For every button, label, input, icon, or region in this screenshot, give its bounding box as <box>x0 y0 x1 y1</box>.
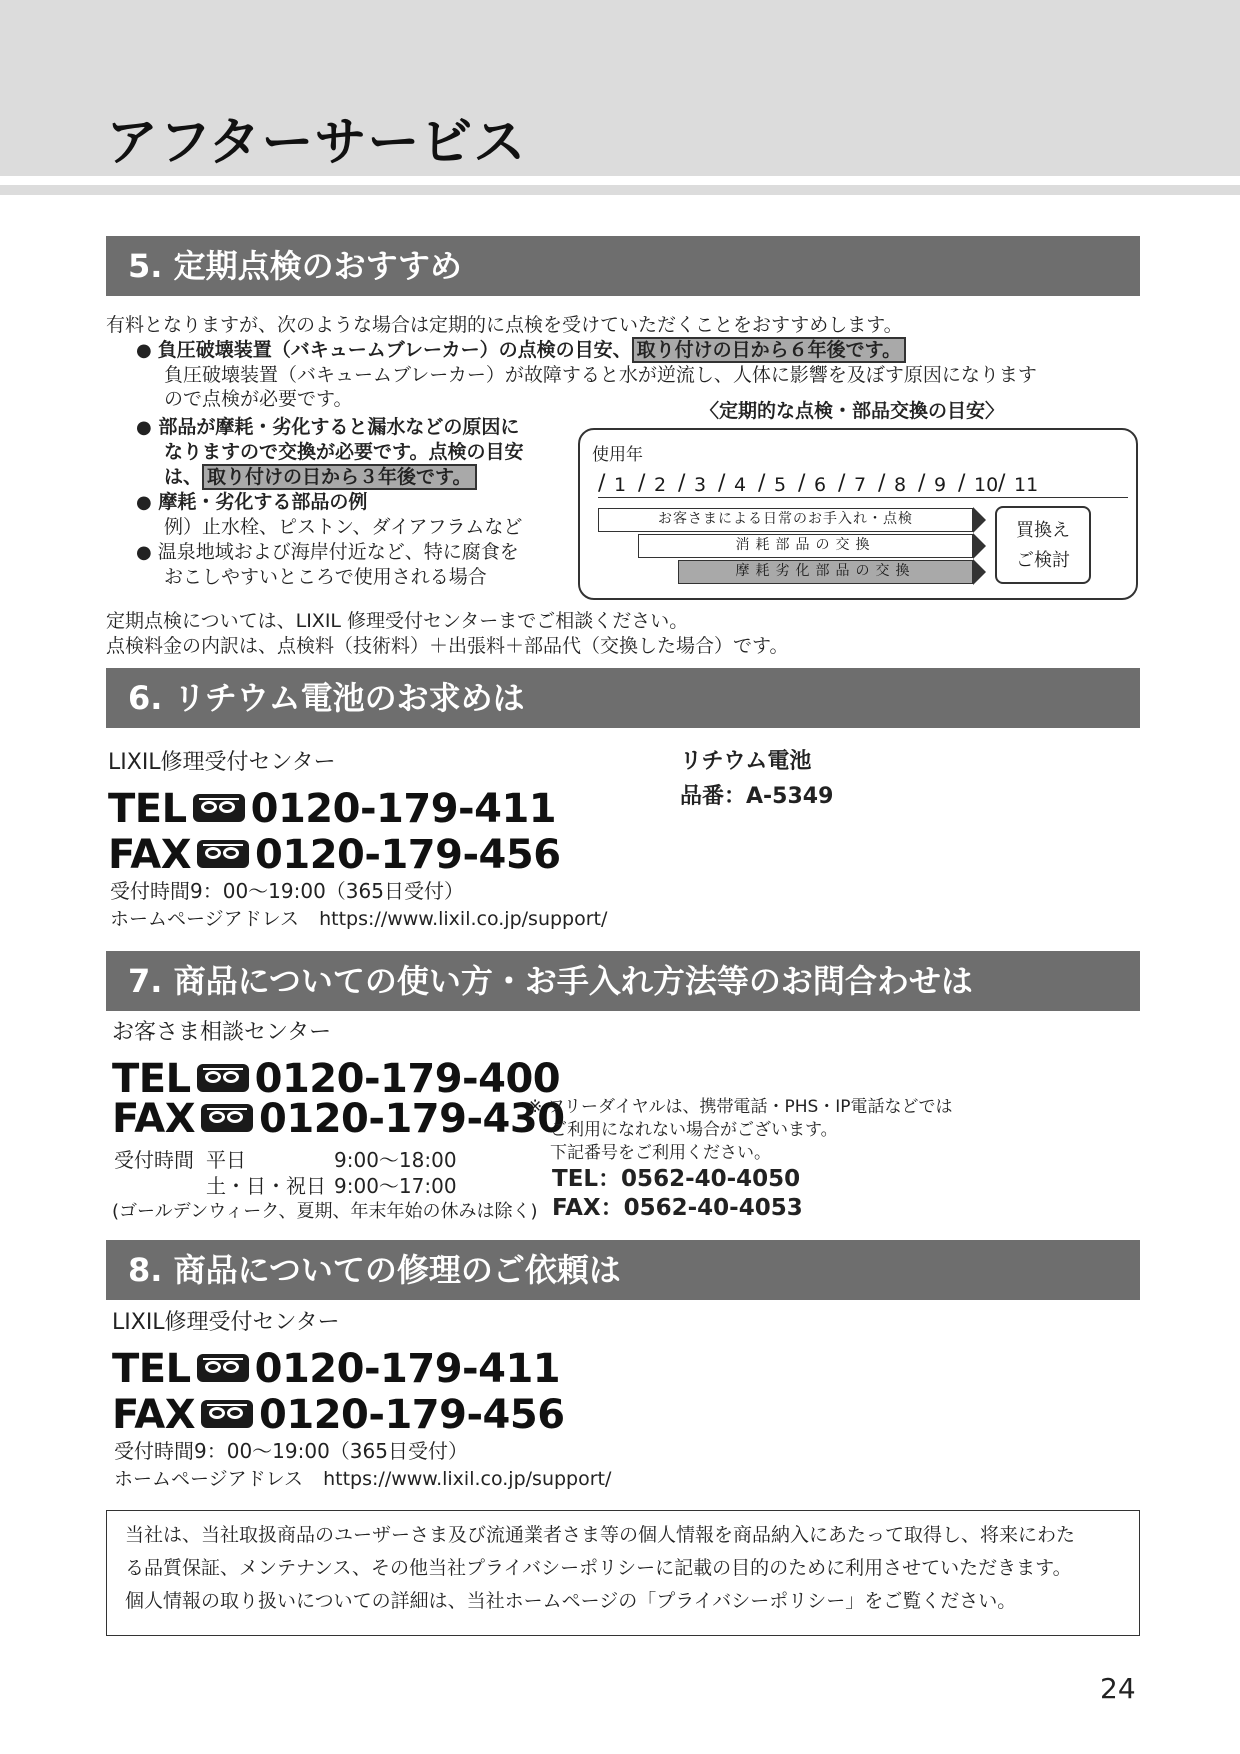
section-7-fax <box>112 1096 565 1142</box>
section-8-hours: 受付時間9：00～19:00（365日受付） <box>114 1439 468 1463</box>
support-url-link[interactable]: https://www.lixil.co.jp/support/ <box>323 1468 612 1490</box>
year-label: 8 <box>894 474 907 496</box>
bullet-2-line-3-lead: は、 <box>164 466 203 488</box>
diagram-caption: 〈定期的な点検・部品交換の目安〉 <box>700 400 1005 422</box>
diagram-row-daily: お客さまによる日常のお手入れ・点検 <box>598 508 973 532</box>
section-8-tel <box>112 1346 560 1392</box>
freedial-note-2: ご利用になれない場合がございます。 <box>550 1120 838 1140</box>
section-5-heading: 5. 定期点検のおすすめ <box>106 236 1140 296</box>
bullet-1-highlight: 取り付けの日から６年後です。 <box>632 337 906 363</box>
tel-number[interactable]: 0120-179-411 <box>250 786 557 832</box>
bullet-glyph: ● <box>136 492 152 513</box>
bullet-2 <box>136 414 519 441</box>
section-7-center: お客さま相談センター <box>112 1020 332 1045</box>
freedial-icon <box>201 1104 253 1132</box>
bullet-4-line-2: おこしやすいところで使用される場合 <box>164 566 487 588</box>
tel-label: TEL <box>112 1346 191 1392</box>
year-label: 5 <box>774 474 787 496</box>
fax-label: FAX <box>112 1392 196 1438</box>
weekday-hours: 9:00～18:00 <box>334 1148 457 1172</box>
page-title: アフターサービス <box>106 113 527 173</box>
year-label: 1 <box>614 474 627 496</box>
fax-number[interactable]: 0120-179-430 <box>259 1096 565 1142</box>
bullet-1 <box>136 337 906 364</box>
year-divider: / <box>678 471 686 496</box>
bullet-1-body-2: ので点検が必要です。 <box>164 388 353 410</box>
year-divider: / <box>758 471 766 496</box>
diagram-year-label: 使用年 <box>592 445 643 465</box>
replacement-box <box>995 506 1091 584</box>
fax-label: FAX <box>112 1096 196 1142</box>
year-divider: / <box>718 471 726 496</box>
bullet-2-highlight: 取り付けの日から３年後です。 <box>202 464 476 490</box>
freedial-note-1: ※ フリーダイヤルは、携帯電話・PHS・IP電話などでは <box>528 1097 953 1117</box>
weekend-hours: 9:00～17:00 <box>334 1174 457 1198</box>
section-6-fax <box>108 832 561 878</box>
bullet-3-body: 例）止水栓、ピストン、ダイアフラムなど <box>164 516 523 538</box>
freedial-icon <box>193 794 245 822</box>
bullet-1-lead: 負圧破壊装置（バキュームブレーカー）の点検の目安、 <box>157 339 632 361</box>
maintenance-diagram <box>578 428 1138 600</box>
year-label: 6 <box>814 474 827 496</box>
header-divider <box>0 176 1240 185</box>
privacy-line-2: る品質保証、メンテナンス、その他当社プライバシーポリシーに記載の目的のために利用させていただきます。 <box>125 1557 1072 1579</box>
year-label: 9 <box>934 474 947 496</box>
year-divider: / <box>798 471 806 496</box>
freedial-note-3: 下記番号をご利用ください。 <box>550 1143 771 1163</box>
bullet-1-body-1: 負圧破壊装置（バキュームブレーカー）が故障すると水が逆流し、人体に影響を及ぼす原因になります <box>164 364 1037 386</box>
diagram-year-axis <box>598 470 1128 498</box>
year-label: 10 <box>974 474 999 496</box>
year-divider: / <box>878 471 886 496</box>
section-7-heading: 7. 商品についての使い方・お手入れ方法等のお問合わせは <box>106 951 1140 1011</box>
year-divider: / <box>598 471 606 496</box>
page-number: 24 <box>1100 1672 1136 1705</box>
year-label: 3 <box>694 474 707 496</box>
fax-number[interactable]: 0120-179-456 <box>255 832 561 878</box>
freedial-icon <box>197 840 249 868</box>
section-5-intro: 有料となりますが、次のような場合は定期的に点検を受けていただくことをおすすめします。 <box>106 314 903 336</box>
year-label: 7 <box>854 474 867 496</box>
diagram-row-consumables: 消耗部品の交換 <box>638 534 973 558</box>
weekday-label: 平日 <box>206 1148 246 1172</box>
support-url-link[interactable]: https://www.lixil.co.jp/support/ <box>319 908 608 930</box>
url-label: ホームページアドレス <box>110 908 300 930</box>
bullet-2-line-3 <box>164 464 477 490</box>
privacy-line-1: 当社は、当社取扱商品のユーザーさま及び流通業者さま等の個人情報を商品納入にあたって取得し、将来にわた <box>125 1524 1076 1546</box>
holiday-note: (ゴールデンウィーク、夏期、年末年始の休みは除く) <box>112 1201 538 1222</box>
url-label: ホームページアドレス <box>114 1468 304 1490</box>
bullet-glyph: ● <box>136 340 152 361</box>
alt-fax[interactable]: FAX：0562-40-4053 <box>552 1195 803 1221</box>
section-5-footer-1: 定期点検については、LIXIL 修理受付センターまでご相談ください。 <box>106 610 689 632</box>
replacement-box-line-2: ご検討 <box>1016 550 1070 571</box>
bullet-glyph: ● <box>136 417 152 438</box>
section-8-url-line <box>114 1466 611 1492</box>
section-6-center: LIXIL修理受付センター <box>108 750 336 775</box>
year-label: 2 <box>654 474 667 496</box>
replacement-box-line-1: 買換え <box>1016 520 1070 541</box>
bullet-2-line-2: なりますので交換が必要です。点検の目安 <box>164 441 524 463</box>
bullet-3 <box>136 489 367 516</box>
diagram-row-wear-parts: 摩耗劣化部品の交換 <box>678 560 973 584</box>
tel-number[interactable]: 0120-179-400 <box>254 1056 561 1102</box>
section-6-hours: 受付時間9：00～19:00（365日受付） <box>110 879 464 903</box>
freedial-icon <box>197 1354 249 1382</box>
section-6-heading: 6. リチウム電池のお求めは <box>106 668 1140 728</box>
bullet-2-line-1: 部品が摩耗・劣化すると漏水などの原因に <box>158 416 520 438</box>
year-label: 4 <box>734 474 747 496</box>
tel-label: TEL <box>108 786 187 832</box>
bullet-4 <box>136 539 519 566</box>
year-divider: / <box>998 471 1006 496</box>
tel-label: TEL <box>112 1056 191 1102</box>
year-divider: / <box>918 471 926 496</box>
section-8-center: LIXIL修理受付センター <box>112 1310 340 1335</box>
bullet-3-title: 摩耗・劣化する部品の例 <box>158 491 368 513</box>
freedial-icon <box>201 1400 253 1428</box>
year-divider: / <box>838 471 846 496</box>
hours-label: 受付時間 <box>114 1148 194 1172</box>
bullet-glyph: ● <box>136 542 152 563</box>
bullet-4-line-1: 温泉地域および海岸付近など、特に腐食を <box>157 541 519 563</box>
fax-number[interactable]: 0120-179-456 <box>259 1392 565 1438</box>
battery-part-number: 品番：A-5349 <box>680 784 834 809</box>
year-label: 11 <box>1014 474 1039 496</box>
section-8-heading: 8. 商品についての修理のご依頼は <box>106 1240 1140 1300</box>
section-8-fax <box>112 1392 565 1438</box>
freedial-icon <box>197 1064 249 1092</box>
privacy-notice <box>106 1510 1140 1636</box>
privacy-line-3: 個人情報の取り扱いについての詳細は、当社ホームページの「プライバシーポリシー」をご覧ください。 <box>125 1590 1017 1612</box>
section-5-footer-2: 点検料金の内訳は、点検料（技術料）＋出張料＋部品代（交換した場合）です。 <box>106 635 789 657</box>
alt-tel[interactable]: TEL：0562-40-4050 <box>552 1166 801 1192</box>
section-6-url-line <box>110 906 607 932</box>
fax-label: FAX <box>108 832 192 878</box>
year-divider: / <box>958 471 966 496</box>
weekend-label: 土・日・祝日 <box>206 1174 326 1198</box>
section-6-tel <box>108 786 556 832</box>
tel-number[interactable]: 0120-179-411 <box>254 1346 561 1392</box>
battery-title: リチウム電池 <box>680 749 812 774</box>
header-divider-band <box>0 185 1240 195</box>
year-divider: / <box>638 471 646 496</box>
